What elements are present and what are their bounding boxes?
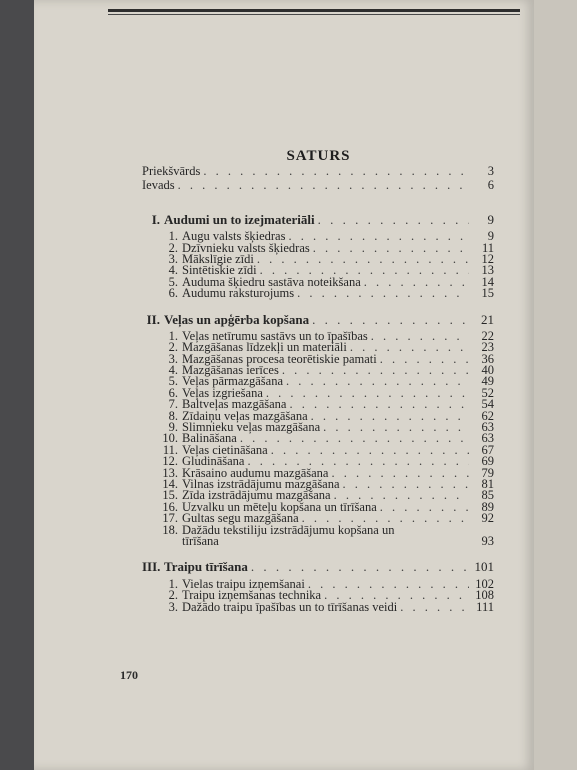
toc-page: 89 [481,499,494,514]
entry-title: Uzvalku un mēteļu kopšana un tīrīšana [182,499,377,514]
entry-number: 2. [168,240,178,255]
leader-dots [251,561,469,572]
toc-page: 93 [481,533,494,548]
entry-title: Veļas pārmazgāšana [182,374,283,389]
toc-chapter-heading [142,559,494,575]
toc-page: 67 [481,442,494,457]
entry-number: 7. [168,397,178,412]
toc-page: 22 [481,328,494,343]
toc-page: 62 [481,408,494,423]
entry-title: Gultas segu mazgāšana [182,511,299,526]
leader-dots [297,288,469,299]
entry-title: Vilnas izstrādājumu mazgāšana [182,476,340,491]
toc-page: 12 [481,251,494,266]
entry-title: Balināšana [182,431,237,446]
toc-page: 63 [481,431,494,446]
toc-page: 54 [481,397,494,412]
top-rule-thin [108,14,520,15]
leader-dots [318,214,469,225]
leader-dots [311,411,469,422]
leader-dots [380,354,469,365]
toc-page: 108 [475,588,494,603]
entry-number: 17. [162,511,178,526]
leader-dots [400,602,469,613]
chapter-number: I. [151,211,160,227]
toc-page: 52 [481,385,494,400]
toc-page: 6 [487,178,494,193]
toc-page: 101 [474,559,494,575]
entry-number: 6. [168,286,178,301]
chapter-title: Traipu tīrīšana [164,559,248,575]
leader-dots [343,479,469,490]
next-page-edge [534,0,577,770]
toc-chapter-heading [142,211,494,227]
entry-title: Auduma šķiedru sastāva noteikšana [182,274,361,289]
leader-dots [257,254,469,265]
entry-title: Dažādo traipu īpašības un to tīrīšanas veidi [182,599,398,614]
entry-number: 15. [162,488,178,503]
entry-title: Dzīvnieku valsts šķiedras [182,240,310,255]
leader-dots [203,166,469,177]
toc-page: 23 [481,340,494,355]
toc-page: 69 [481,454,494,469]
toc-page: 9 [487,211,494,227]
toc-page: 15 [481,286,494,301]
toc-page: 79 [481,465,494,480]
entry-title: Krāsaino audumu mazgāšana [182,465,329,480]
entry-title: Slimnieku veļas mazgāšana [182,420,321,435]
entry-number: 1. [168,328,178,343]
toc-entry [142,599,494,614]
toc-page: 85 [481,488,494,503]
leader-dots [313,243,469,254]
toc-entry [142,288,494,299]
entry-number: 6. [168,385,178,400]
leader-dots [178,180,469,191]
entry-number: 2. [168,340,178,355]
page-number: 170 [120,668,138,682]
toc-chapter-heading [142,311,494,327]
leader-dots [331,468,469,479]
toc-page: 9 [487,229,494,244]
toc-label: Priekšvārds [142,164,201,178]
toc-page: 81 [481,476,494,491]
chapter-number: II. [146,311,160,327]
leader-dots [271,445,469,456]
entry-title: Vielas traipu izņemšanai [182,576,305,591]
chapter-title: Veļas un apģērba kopšana [164,311,310,327]
chapter-number: III. [142,559,161,575]
entry-title: Mazgāšanas ierīces [182,363,279,378]
toc-entry-continued [142,533,494,548]
leader-dots [371,331,469,342]
entry-title-continued: tīrīšana [182,533,219,548]
chapter-title: Audumi un to izejmateriāli [164,211,315,227]
entry-title: Veļas izgriešana [182,385,263,400]
entry-title: Traipu izņemšanas technika [182,588,322,603]
entry-number: 3. [168,251,178,266]
toc-page: 21 [481,311,494,327]
toc-page: 14 [481,274,494,289]
leader-dots [240,433,469,444]
toc-page: 36 [481,351,494,366]
entry-title: Sintētiskie zīdi [182,263,257,278]
toc-page: 92 [481,511,494,526]
leader-dots [288,231,469,242]
entry-title: Zīdaiņu veļas mazgāšana [182,408,308,423]
entry-title: Veļas netīrumu sastāvs un to īpašības [182,328,368,343]
toc-page: 40 [481,363,494,378]
leader-dots [323,422,469,433]
entry-number: 5. [168,374,178,389]
toc-front-preface [142,166,494,177]
toc-page: 102 [475,576,494,591]
entry-title: Mazgāšanas līdzekļi un materiāli [182,340,347,355]
entry-number: 8. [168,408,178,423]
entry-number: 14. [162,476,178,491]
leader-dots [364,277,469,288]
entry-number: 16. [162,499,178,514]
entry-number: 10. [162,431,178,446]
leader-dots [289,399,469,410]
toc-page: 63 [481,420,494,435]
toc-page: 49 [481,374,494,389]
toc-front-intro [142,180,494,191]
leader-dots [266,388,469,399]
entry-title: Mazgāšanas procesa teorētiskie pamati [182,351,377,366]
toc-label: Ievads [142,178,175,193]
table-of-contents [142,166,494,613]
entry-number: 9. [168,420,178,435]
entry-title: Augu valsts šķiedras [182,229,286,244]
entry-number: 13. [162,465,178,480]
toc-page: 3 [487,164,494,178]
top-rule [108,9,520,12]
leader-dots [308,579,469,590]
toc-chapters [142,211,494,614]
entry-title: Baltveļas mazgāšana [182,397,287,412]
entry-number: 12. [162,454,178,469]
toc-page: 11 [481,240,494,255]
entry-title: Audumu raksturojums [182,286,295,301]
leader-dots [380,502,469,513]
entry-number: 4. [168,263,178,278]
entry-title: Zīda izstrādājumu mazgāšana [182,488,331,503]
entry-number: 2. [168,588,178,603]
entry-number: 4. [168,363,178,378]
leader-dots [286,376,469,387]
entry-title: Dažādu tekstiliju izstrādājumu kopšana un [182,522,395,537]
toc-title: SATURS [286,148,351,164]
entry-number: 3. [168,599,178,614]
entry-number: 1. [168,576,178,591]
leader-dots [312,314,469,325]
entry-title: Gludināšana [182,454,245,469]
entry-title: Veļas cietināšana [182,442,268,457]
entry-number: 18. [162,522,178,537]
entry-number: 3. [168,351,178,366]
entry-title: Mākslīgie zīdi [182,251,254,266]
entry-number: 1. [168,229,178,244]
entry-number: 5. [168,274,178,289]
toc-page: 111 [476,599,494,614]
toc-page: 13 [481,263,494,278]
entry-number: 11. [162,442,178,457]
leader-dots [282,365,469,376]
